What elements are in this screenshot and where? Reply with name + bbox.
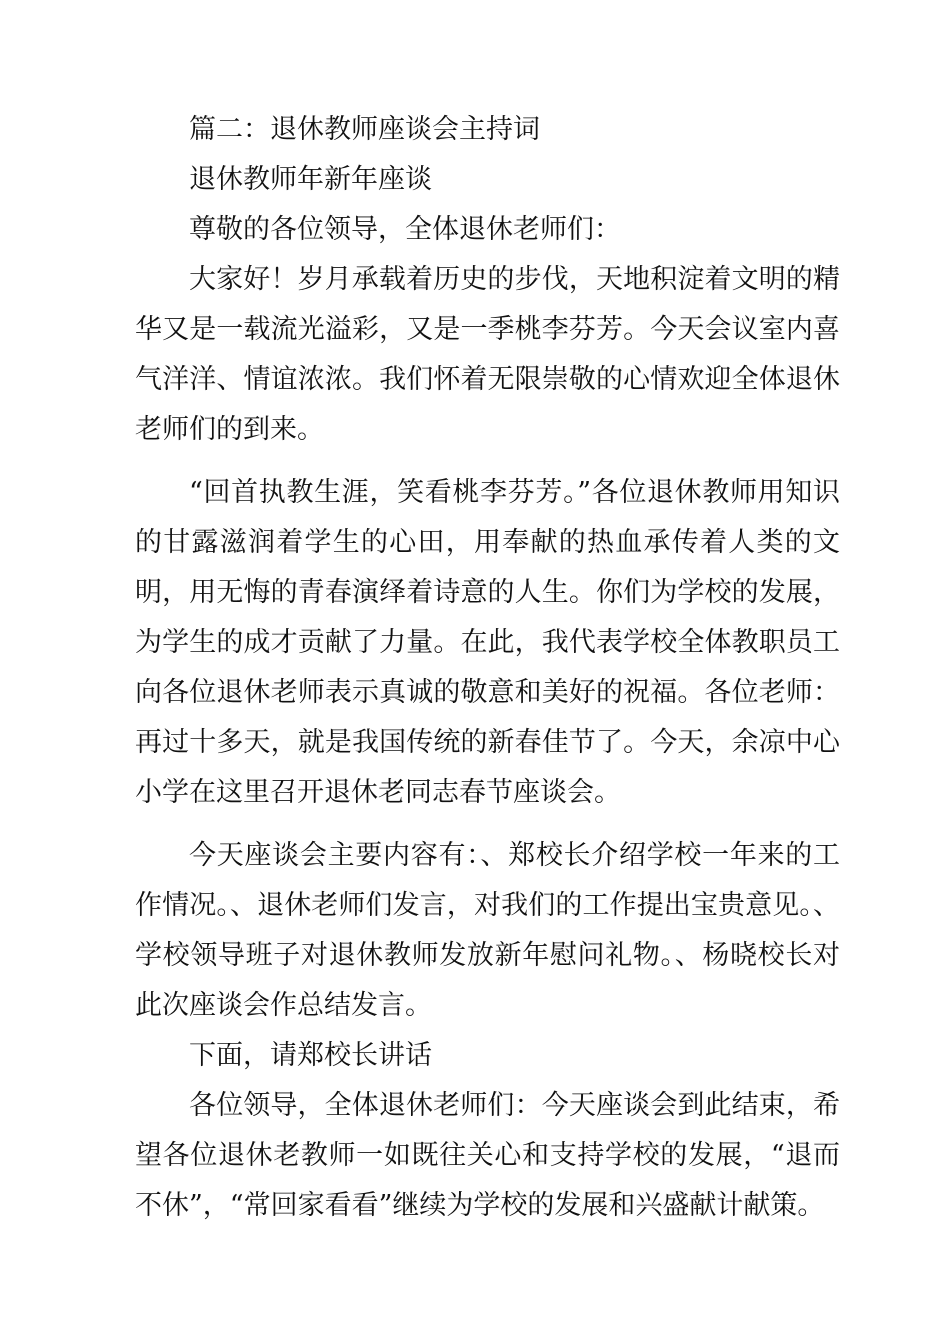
transition-line: 下面，请郑校长讲话 <box>189 1040 432 1071</box>
paragraph-tribute: “回首执教生涯，笑看桃李芬芳。”各位退休教师用知识的甘露滋润着学生的心田，用奉献的热血承传着人类的文明，用无悔的青春演绎着诗意的人生。你们为学校的发展，为学生的成才贡献了力量。在此，我代表学校全体教职员工向各位退休老师表示真诚的敬意和美好的祝福。各位老师：再过十多天，就是我国传统的新春佳节了。今天，余凉中心小学在这里召开退休老同志春节座谈会。 <box>135 477 840 808</box>
paragraph-welcome: 大家好！岁月承载着历史的步伐，天地积淀着文明的精华又是一载流光溢彩，又是一季桃李芬芳。今天会议室内喜气洋洋、情谊浓浓。我们怀着无限崇敬的心情欢迎全体退休老师们的到来。 <box>135 264 840 445</box>
document-title: 退休教师年新年座谈 <box>189 164 432 195</box>
paragraph-agenda: 今天座谈会主要内容有：、郑校长介绍学校一年来的工作情况。、退休老师们发言，对我们的工作提出宝贵意见。、学校领导班子对退休教师发放新年慰问礼物。、杨晓校长对此次座谈会作总结发言。 <box>135 840 840 1021</box>
salutation: 尊敬的各位领导，全体退休老师们： <box>189 214 621 245</box>
paragraph-closing: 各位领导，全体退休老师们：今天座谈会到此结束，希望各位退休老教师一如既往关心和支持学校的发展，“退而不休”，“常回家看看”继续为学校的发展和兴盛献计献策。 <box>135 1090 840 1221</box>
section-heading: 篇二：退休教师座谈会主持词 <box>189 114 540 145</box>
document-page <box>135 105 840 1231</box>
